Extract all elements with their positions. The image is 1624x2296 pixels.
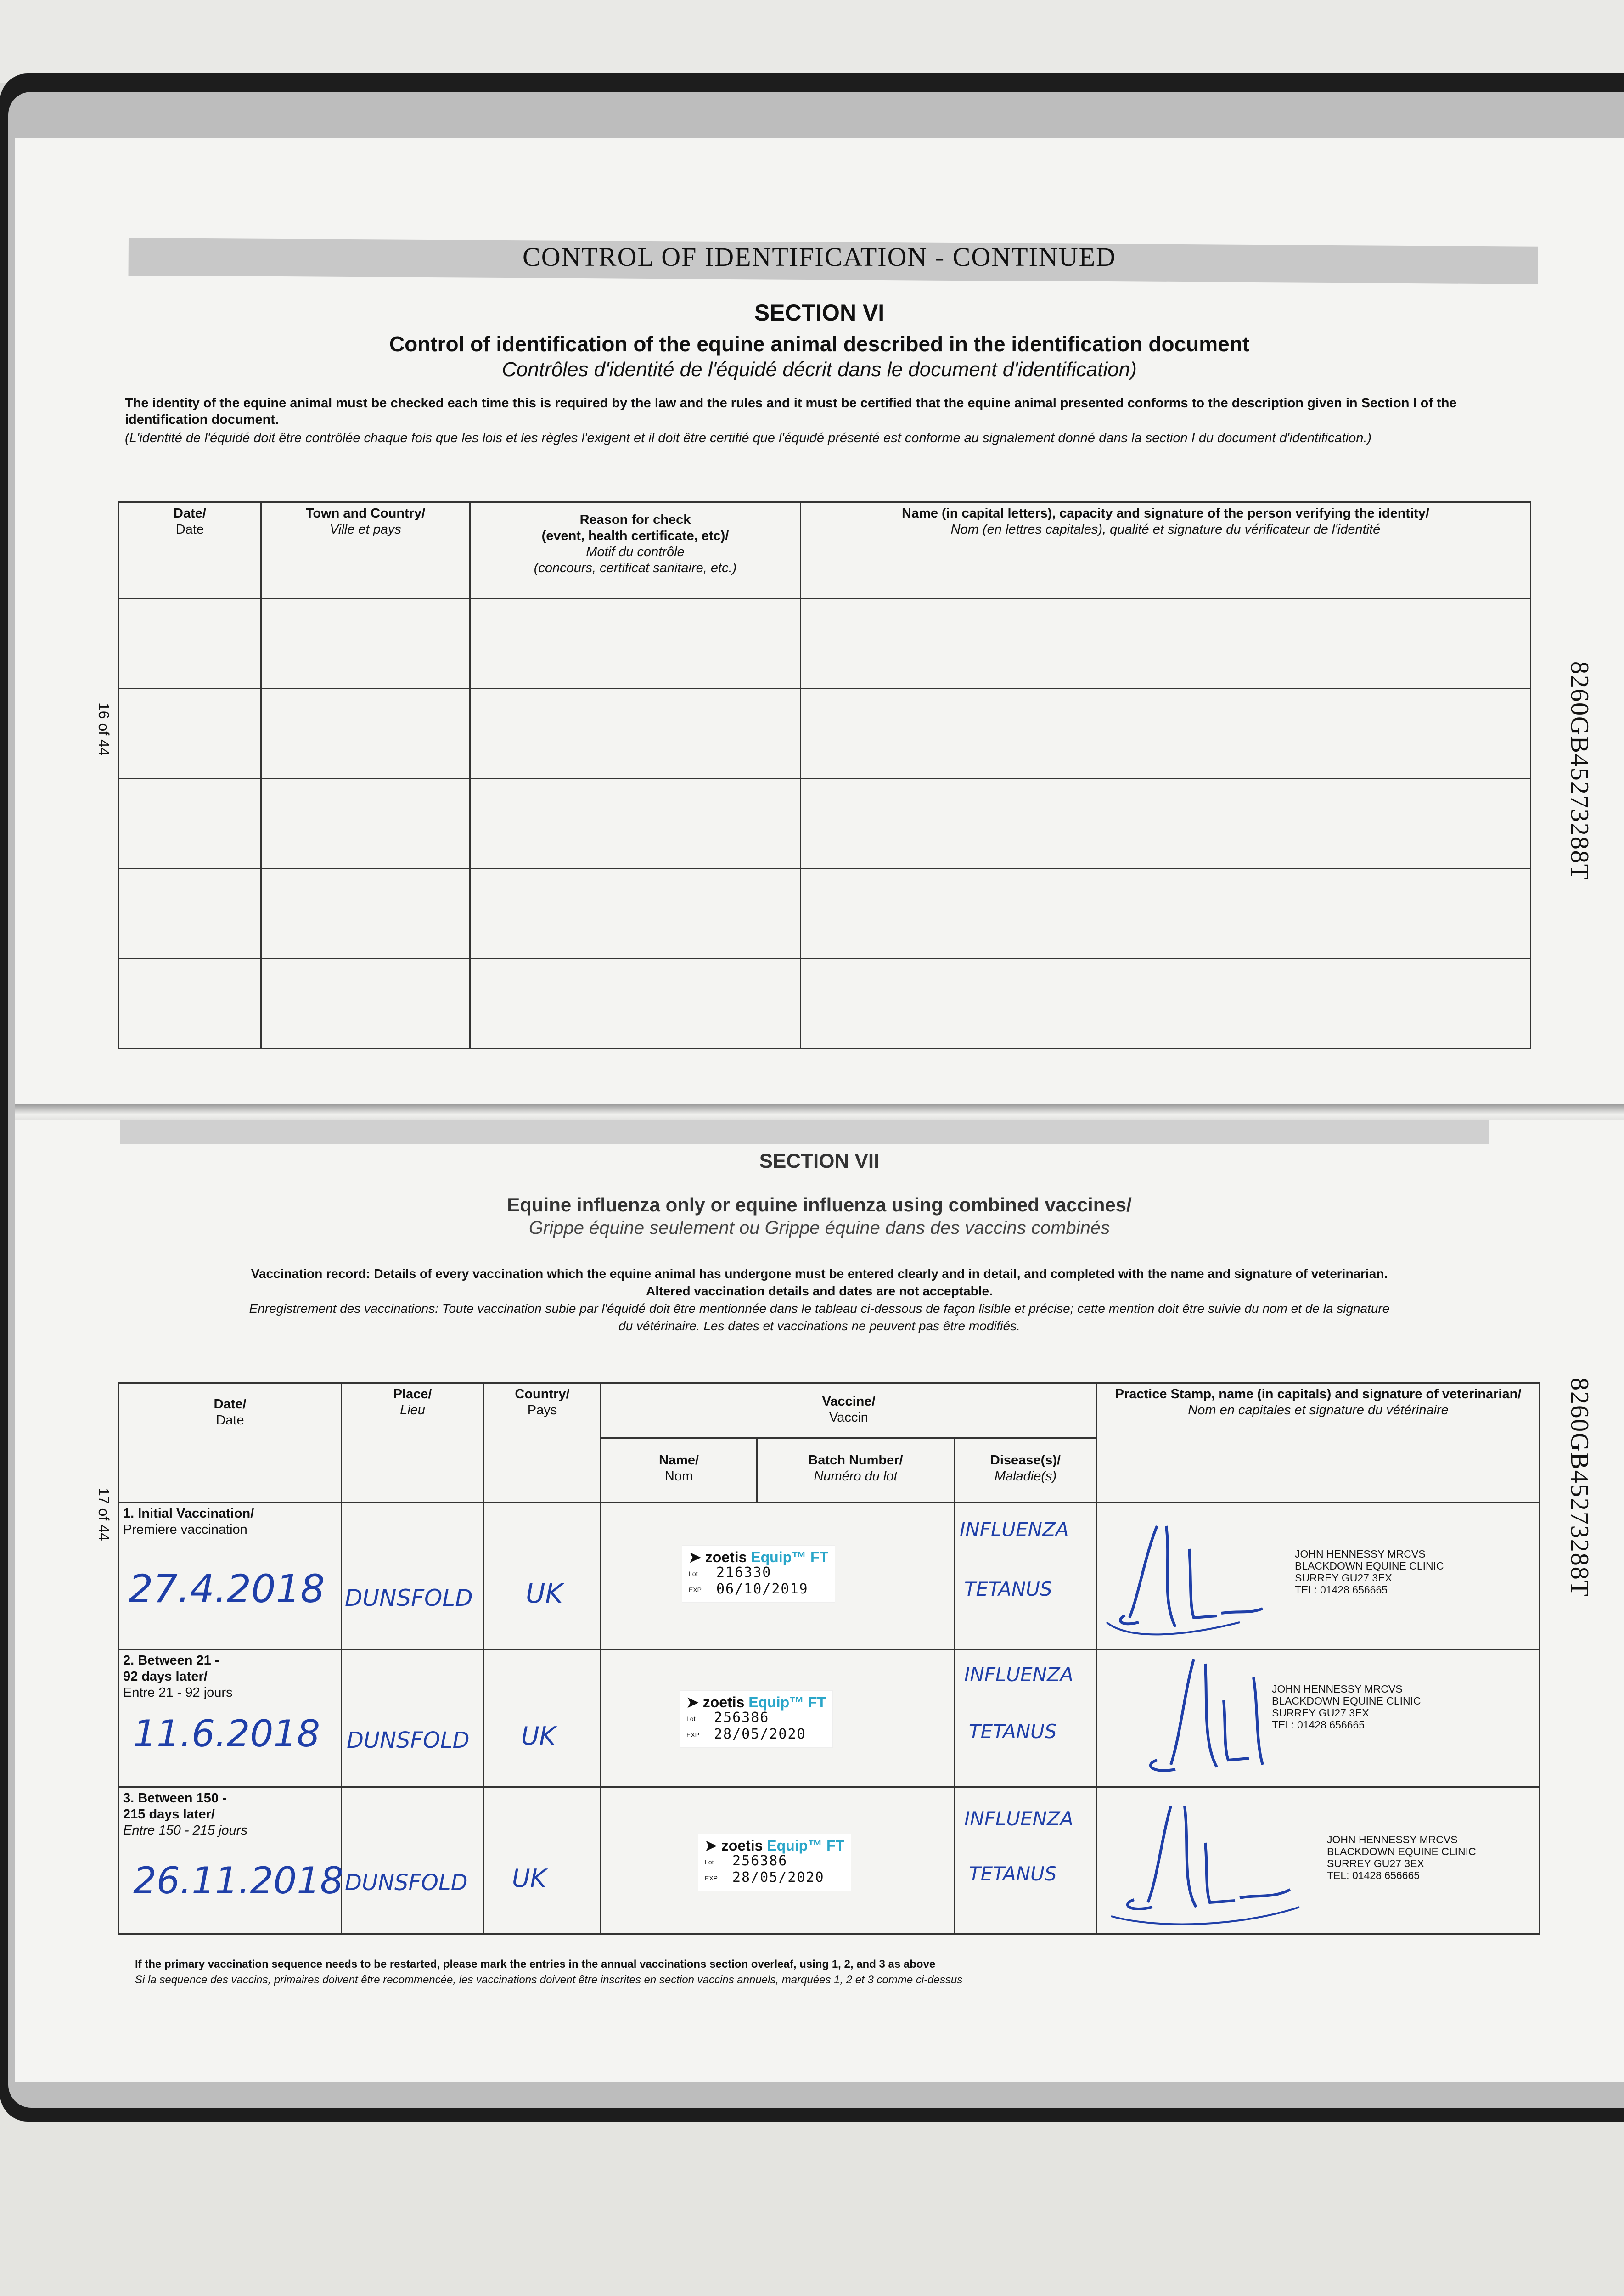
vaccination-date: 27.4.2018: [129, 1566, 325, 1611]
zoetis-logo-icon: ➤: [686, 1694, 699, 1711]
expiry-date: 28/05/2020: [714, 1726, 806, 1742]
disease-2: TETANUS: [964, 1578, 1052, 1600]
banner-title: CONTROL OF IDENTIFICATION - CONTINUED: [523, 242, 1116, 272]
vaccination-date: 26.11.2018: [133, 1859, 344, 1902]
header-date: Date/ Date: [119, 502, 261, 599]
intro-fr-2: du vétérinaire. Les dates et vaccinations ne peuvent pas être modifiés.: [618, 1319, 1020, 1333]
batch-number: 216330: [716, 1564, 772, 1581]
vaccination-row-label: 2. Between 21 - 92 days later/ Entre 21 - 92 jours 11.6.2018: [119, 1649, 342, 1787]
section-title-fr: Contrôles d'identité de l'équidé décrit dans le document d'identification): [502, 358, 1137, 381]
document-id-bottom: 8260GB452732​88T: [1565, 1378, 1594, 1597]
intro-en-2: Altered vaccination details and dates are not acceptable.: [646, 1284, 993, 1298]
header-date: Date/ Date: [119, 1383, 342, 1503]
vaccine-sticker: ➤ zoetis Equip™ FT Lot 256386 EXP 28/05/2020: [680, 1690, 833, 1748]
header-country: Country/ Pays: [484, 1383, 601, 1503]
footnote-fr: Si la sequence des vaccins, primaires doivent être recommencée, les vaccinations doivent être inscrites en section vaccins annuels, marquées 1, 2 et 3 comme ci-dessus: [135, 1974, 963, 1986]
disease-2: TETANUS: [969, 1863, 1057, 1885]
table-row: [119, 1787, 1540, 1934]
vaccination-place: DUNSFOLD: [345, 1870, 468, 1896]
section-title-en: Control of identification of the equine animal described in the identification document: [389, 332, 1250, 356]
identity-check-table: [118, 501, 1531, 1049]
table-row: [119, 599, 1531, 689]
header-place: Place/ Lieu: [342, 1383, 484, 1503]
vaccination-country: UK: [521, 1722, 556, 1750]
table-row: [119, 689, 1531, 779]
header-reason: Reason for check (event, health certificate, etc)/ Motif du contrôle (concours, certificat sanitaire, etc.): [470, 502, 801, 599]
page-17: [15, 1120, 1624, 2082]
section-title-en: Equine influenza only or equine influenza using combined vaccines/: [507, 1194, 1132, 1216]
header-batch: Batch Number/ Numéro du lot: [757, 1438, 955, 1503]
header-name: Name/ Nom: [601, 1438, 757, 1503]
header-town-country: Town and Country/ Ville et pays: [261, 502, 470, 599]
vaccination-row-label: 1. Initial Vaccination/ Premiere vaccination 27.4.2018: [119, 1503, 342, 1649]
table-row: [119, 869, 1531, 959]
intro-fr: (L'identité de l'équidé doit être contrôlée chaque fois que les lois et les règles l'exigent et il doit être certifié que l'équidé présenté est conforme au signalement donné dans la section I du document d'identification.): [125, 431, 1372, 445]
vaccine-sticker: ➤ zoetis Equip™ FT Lot 216330 EXP 06/10/2019: [682, 1545, 835, 1603]
table-row: [119, 779, 1531, 869]
zoetis-logo-icon: ➤: [689, 1549, 701, 1565]
vaccination-country: UK: [512, 1864, 546, 1893]
page-number-16: 16 of 44: [96, 703, 112, 756]
vaccination-place: DUNSFOLD: [347, 1728, 470, 1753]
practice-stamp-cell: [1097, 1503, 1540, 1649]
intro-en: The identity of the equine animal must be checked each time this is required by the law and the rules and it must be certified that the equine animal presented conforms to the description given in Section I of the identification document.: [125, 396, 1457, 427]
vaccination-place: DUNSFOLD: [345, 1585, 473, 1611]
vaccination-date: 11.6.2018: [133, 1712, 320, 1755]
table-row: [119, 1649, 1540, 1787]
document-id-top: 8260GB452732​88T: [1565, 661, 1594, 881]
header-vaccine: Vaccine/ Vaccin: [601, 1383, 1097, 1438]
intro-fr-1: Enregistrement des vaccinations: Toute vaccination subie par l'équidé doit être mentionnée dans le tableau ci-dessous de façon lisible et précise; cette mention doit être suivie du nom et de la signature: [249, 1301, 1390, 1316]
section-title-fr: Grippe équine seulement ou Grippe équine dans des vaccins combinés: [528, 1218, 1110, 1238]
table-header-row: [119, 1383, 1540, 1438]
table-header-row: [119, 502, 1531, 599]
section-heading: SECTION VII: [759, 1150, 880, 1172]
disease-1: INFLUENZA: [964, 1663, 1073, 1686]
veterinarian-signature: [1102, 1508, 1299, 1645]
practice-stamp: JOHN HENNESSY MRCVS BLACKDOWN EQUINE CLINIC SURREY GU27 3EX TEL: 01428 656665: [1327, 1834, 1476, 1881]
intro-en-1: Vaccination record: Details of every vaccination which the equine animal has undergone must be entered clearly and in detail, and completed with the name and signature of veterinarian.: [251, 1266, 1388, 1281]
practice-stamp: JOHN HENNESSY MRCVS BLACKDOWN EQUINE CLINIC SURREY GU27 3EX TEL: 01428 656665: [1295, 1548, 1444, 1596]
page-number-17: 17 of 44: [96, 1488, 112, 1541]
vaccination-table: [118, 1382, 1540, 1935]
veterinarian-signature: [1107, 1792, 1345, 1930]
zoetis-logo-icon: ➤: [705, 1837, 717, 1854]
page-fold: [15, 1104, 1624, 1123]
section-heading: SECTION VI: [754, 300, 885, 326]
header-verifier: Name (in capital letters), capacity and signature of the person verifying the identity/ Nom (en lettres capitales), qualité et signature du vérificateur de l'identité: [801, 502, 1531, 599]
scanner-background-bottom: [0, 2094, 1624, 2296]
disease-1: INFLUENZA: [964, 1807, 1073, 1830]
practice-stamp: JOHN HENNESSY MRCVS BLACKDOWN EQUINE CLINIC SURREY GU27 3EX TEL: 01428 656665: [1272, 1683, 1421, 1731]
expiry-date: 06/10/2019: [716, 1581, 809, 1597]
header-practice: Practice Stamp, name (in capitals) and signature of veterinarian/ Nom en capitales et signature du vétérinaire: [1097, 1383, 1540, 1503]
footnote-en: If the primary vaccination sequence needs to be restarted, please mark the entries in the annual vaccinations section overleaf, using 1, 2, and 3 as above: [135, 1958, 936, 1970]
scanner-background-top: [0, 0, 1624, 83]
practice-stamp-cell: [1097, 1787, 1540, 1934]
page-16: [15, 138, 1624, 1107]
banner-bar-faded: [120, 1120, 1489, 1144]
disease-1: INFLUENZA: [960, 1518, 1069, 1541]
practice-stamp-cell: [1097, 1649, 1540, 1787]
vaccination-country: UK: [526, 1578, 563, 1609]
batch-number: 256386: [732, 1853, 788, 1869]
header-disease: Disease(s)/ Maladie(s): [955, 1438, 1097, 1503]
table-row: [119, 1503, 1540, 1649]
table-row: [119, 959, 1531, 1049]
vaccination-row-label: 3. Between 150 - 215 days later/ Entre 150 - 215 jours 26.11.2018: [119, 1787, 342, 1934]
expiry-date: 28/05/2020: [732, 1869, 825, 1885]
disease-2: TETANUS: [969, 1720, 1057, 1743]
vaccine-sticker: ➤ zoetis Equip™ FT Lot 256386 EXP 28/05/2020: [698, 1834, 851, 1891]
batch-number: 256386: [714, 1710, 770, 1726]
